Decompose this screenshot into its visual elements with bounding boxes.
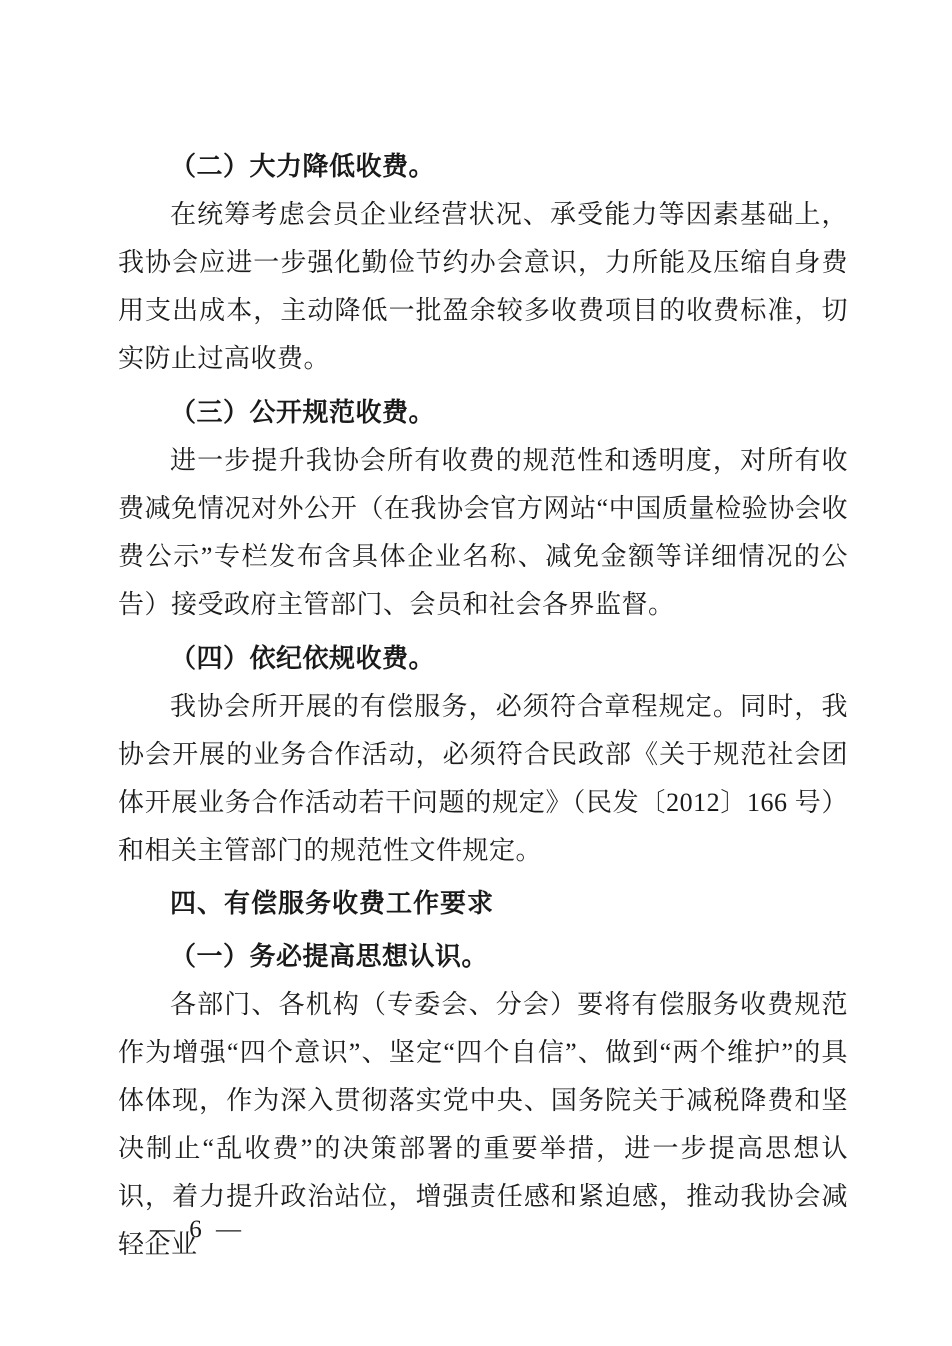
document-body bbox=[118, 143, 848, 1269]
page-number: — 6 — bbox=[150, 1216, 245, 1243]
body-paragraph: 各部门、各机构（专委会、分会）要将有偿服务收费规范作为增强“四个意识”、坚定“四个自信”、做到“两个维护”的具体体现，作为深入贯彻落实党中央、国务院关于减税降费和坚决制止“乱收费”的决策部署的重要举措，进一步提高思想认识，着力提升政治站位，增强责任感和紧迫感，推动我协会减轻企业 bbox=[118, 990, 848, 1259]
section-heading: （二）大力降低收费。 bbox=[170, 152, 436, 181]
section-heading: （三）公开规范收费。 bbox=[170, 398, 436, 427]
section-heading: （四）依纪依规收费。 bbox=[170, 644, 436, 673]
section-heading: （一）务必提高思想认识。 bbox=[170, 942, 489, 971]
body-paragraph: 在统筹考虑会员企业经营状况、承受能力等因素基础上，我协会应进一步强化勤俭节约办会意识，力所能及压缩自身费用支出成本，主动降低一批盈余较多收费项目的收费标准，切实防止过高收费。 bbox=[118, 200, 848, 373]
body-paragraph: 我协会所开展的有偿服务，必须符合章程规定。同时，我协会开展的业务合作活动，必须符合民政部《关于规范社会团体开展业务合作活动若干问题的规定》（民发〔2012〕166 号）和相关主管部门的规范性文件规定。 bbox=[118, 692, 848, 865]
body-paragraph: 进一步提升我协会所有收费的规范性和透明度，对所有收费减免情况对外公开（在我协会官方网站“中国质量检验协会收费公示”专栏发布含具体企业名称、减免金额等详细情况的公告）接受政府主管部门、会员和社会各界监督。 bbox=[118, 446, 848, 619]
chapter-heading: 四、有偿服务收费工作要求 bbox=[170, 888, 495, 918]
